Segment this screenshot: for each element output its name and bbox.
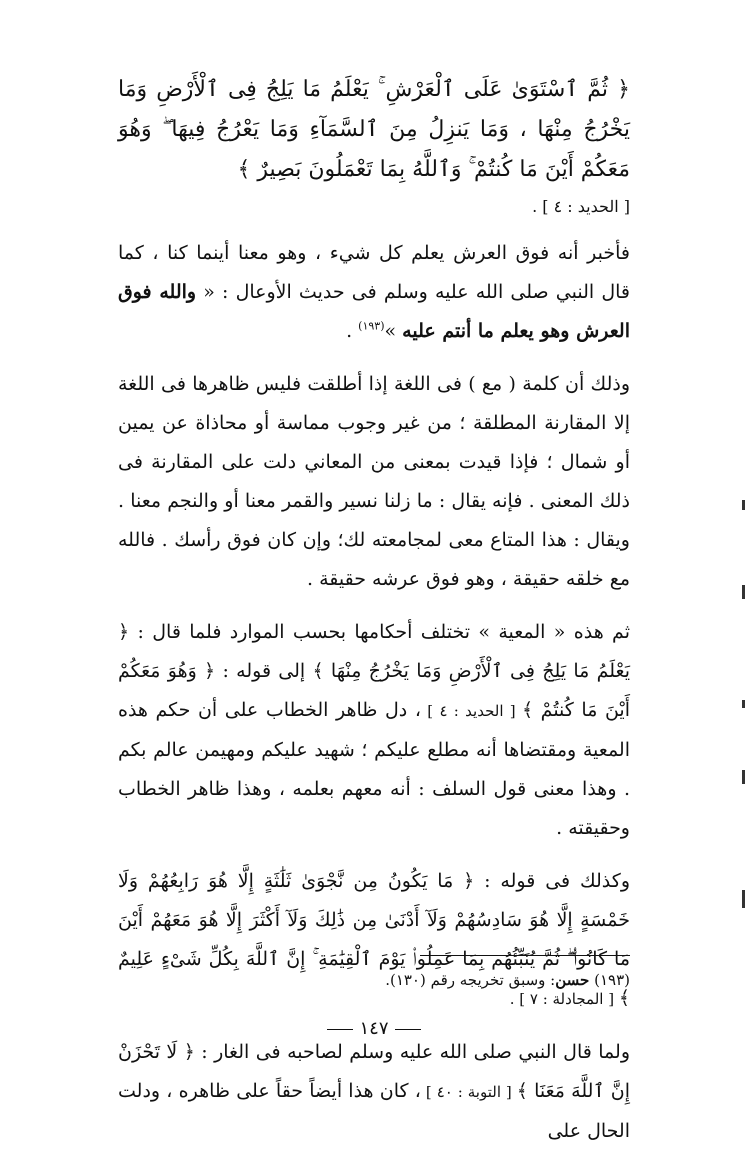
- paragraph-text: ، دل ظاهر الخطاب على أن حكم هذه المعية ومقتضاها أنه مطلع عليكم ؛ شهيد عليكم ومهيمن عالم بكم . وهذا معنى قول السلف : أنه معهم بعلمه ، وهذا ظاهر الخطاب وحقيقته .: [118, 699, 630, 839]
- quran-verse-hadid-4: ﴿ ثُمَّ ٱسْتَوَىٰ عَلَى ٱلْعَرْشِ ۚ يَعْلَمُ مَا يَلِجُ فِى ٱلْأَرْضِ وَمَا يَخْرُجُ مِنْهَا ، وَمَا يَنزِلُ مِنَ ٱلسَّمَآءِ وَمَا يَعْرُجُ فِيهَا ۖ وَهُوَ مَعَكُمْ أَيْنَ مَا كُنتُمْ ۚ وَٱللَّهُ بِمَا تَعْمَلُونَ بَصِيرٌ ﴾: [118, 77, 630, 182]
- quran-quote: ﴿ وَهُوَ مَعَكُمْ أَيْنَ مَا كُنتُمْ ﴾: [118, 660, 630, 721]
- verse-reference: [ الحديد : ٤ ]: [420, 702, 522, 720]
- scan-edge-marks: [740, 0, 748, 1114]
- scan-mark: [742, 890, 745, 908]
- verse-reference: [ الحديد : ٤ ] .: [532, 197, 630, 216]
- page-number-value: ١٤٧: [359, 1018, 389, 1039]
- scan-mark: [742, 770, 745, 784]
- paragraph-text: إلى قوله :: [215, 660, 313, 682]
- footnote-number: (١٩٣): [594, 971, 630, 989]
- paragraph-maa-meaning: وذلك أن كلمة ( مع ) فى اللغة إذا أطلقت فليس ظاهرها فى اللغة إلا المقارنة المطلقة ؛ من غير وجوب مماسة أو محاذاة عن يمين أو شمال ؛ فإذا قيدت بمعنى من المعاني دلت على المقارنة فى ذلك المعنى . فإنه يقال : ما زلنا نسير والقمر معنا أو والنجم معنا . ويقال : هذا المتاع معى لمجامعته لك؛ وإن كان فوق رأسك . فالله مع خلقه حقيقة ، وهو فوق عرشه حقيقة .: [118, 373, 630, 590]
- footnote-grade: حسن: [555, 971, 590, 989]
- quran-quote: ﴿ لَا تَحْزَنْ إِنَّ ٱللَّهَ مَعَنَا ﴾: [118, 1041, 631, 1102]
- paragraph-text: ثم هذه « المعية » تختلف أحكامها بحسب الموارد فلما قال :: [129, 621, 630, 643]
- verse-reference: [ المجادلة : ٧ ] .: [509, 990, 619, 1008]
- footnote-193: [118, 968, 630, 992]
- scan-mark: [742, 500, 745, 510]
- page-number: [0, 1018, 748, 1039]
- quran-quote: ﴿ يَعْلَمُ مَا يَلِجُ فِى ٱلْأَرْضِ وَمَا يَخْرُجُ مِنْهَا ﴾: [118, 621, 631, 682]
- footnote-marker: (١٩٣): [358, 319, 385, 333]
- scan-mark: [742, 700, 745, 708]
- paragraph-text: ، كان هذا أيضاً حقاً على ظاهره ، ودلت الحال على: [118, 1080, 630, 1142]
- paragraph-text: وكذلك فى قوله :: [474, 870, 630, 892]
- paragraph-text: ولما قال النبي صلى الله عليه وسلم لصاحبه فى الغار :: [194, 1041, 630, 1063]
- paragraph-cave-hadith: [118, 1033, 630, 1151]
- paragraph-text: فأخبر أنه فوق العرش يعلم كل شيء ، وهو معنا أينما كنا ، كما قال النبي صلى الله عليه وسلم فى حديث الأوعال : «: [118, 242, 630, 303]
- dash-left: [395, 1029, 421, 1030]
- paragraph-awal-hadith: [118, 234, 630, 351]
- footnote-text: : وسبق تخريجه رقم (١٣٠).: [385, 971, 556, 989]
- paragraph-najwa-verse: [118, 862, 630, 1019]
- scan-mark: [742, 585, 745, 599]
- paragraph-maiyya-rulings: [118, 613, 630, 848]
- quote-close: »: [384, 320, 403, 342]
- hadith-quote: والله فوق العرش وهو يعلم ما أنتم عليه: [118, 281, 630, 342]
- verse-reference: [ التوبة : ٤٠ ]: [420, 1083, 517, 1101]
- paragraph-end: .: [346, 320, 359, 342]
- dash-right: [327, 1029, 353, 1030]
- footnote-divider: [420, 955, 630, 956]
- quran-quote: ﴿ مَا يَكُونُ مِن نَّجْوَىٰ ثَلَٰثَةٍ إِلَّا هُوَ رَابِعُهُمْ وَلَا خَمْسَةٍ إِلَّا هُوَ سَادِسُهُمْ وَلَآ أَدْنَىٰ مِن ذَٰلِكَ وَلَآ أَكْثَرَ إِلَّا هُوَ مَعَهُمْ أَيْنَ مَا كَانُوا۟ ۖ ثُمَّ يُنَبِّئُهُم بِمَا عَمِلُوا۟ يَوْمَ ٱلْقِيَٰمَةِ ۚ إِنَّ ٱللَّهَ بِكُلِّ شَىْءٍ عَلِيمٌ ﴾: [118, 870, 630, 1009]
